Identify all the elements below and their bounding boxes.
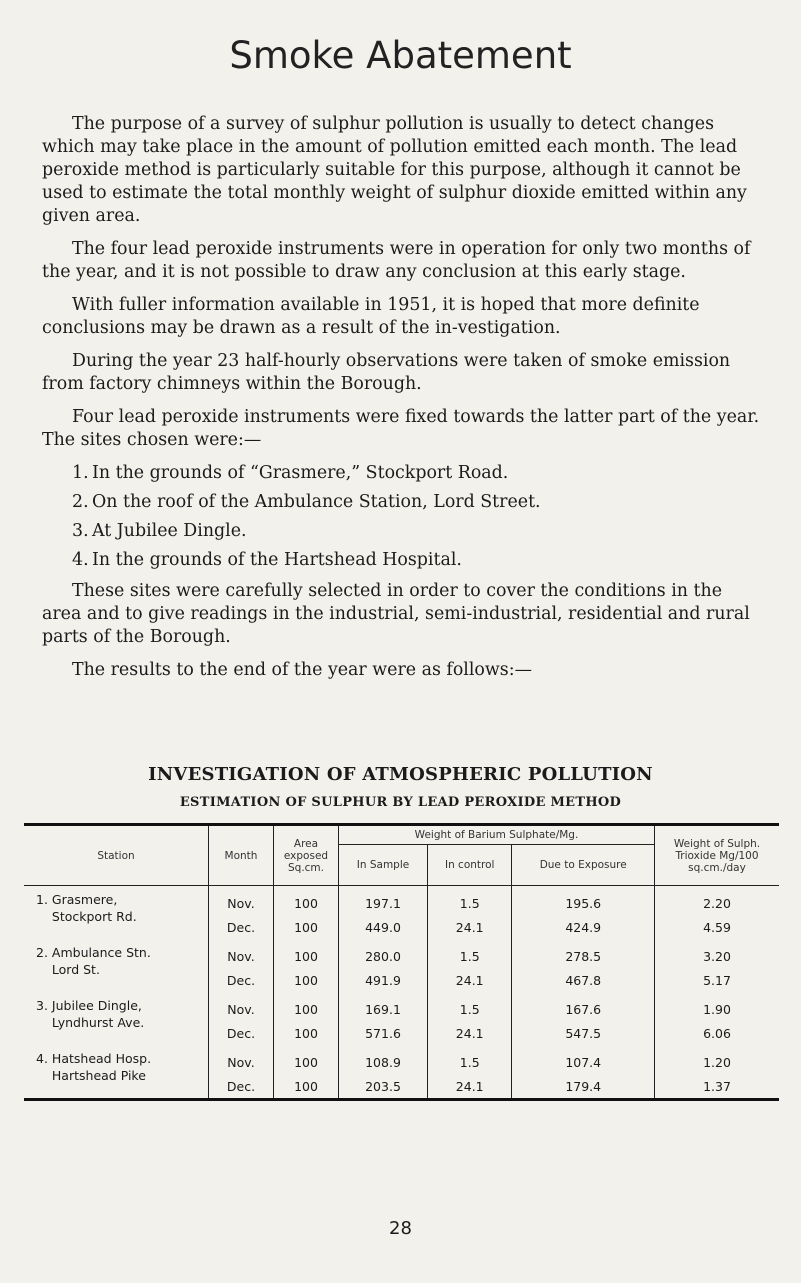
paragraph: During the year 23 half-hourly observations were taken of smoke emission from factory chimneys within the Borough. bbox=[42, 351, 731, 394]
area-cell: 100 bbox=[274, 886, 339, 916]
exposure-cell: 107.4 bbox=[512, 1045, 655, 1074]
paragraph: The results to the end of the year were as follows:— bbox=[72, 660, 532, 680]
sample-cell: 449.0 bbox=[339, 915, 428, 939]
section-subheading: ESTIMATION OF SULPHUR BY LEAD PEROXIDE METHOD bbox=[179, 795, 622, 810]
list-item bbox=[42, 549, 762, 572]
station-cell bbox=[24, 1045, 209, 1100]
sample-cell: 197.1 bbox=[339, 886, 428, 916]
results-table bbox=[24, 823, 779, 1101]
list-number: 4. bbox=[72, 550, 89, 570]
control-cell: 24.1 bbox=[428, 1074, 512, 1100]
table-row bbox=[24, 939, 779, 968]
exposure-cell: 424.9 bbox=[512, 915, 655, 939]
control-cell: 1.5 bbox=[428, 886, 512, 916]
list-number: 2. bbox=[72, 492, 89, 512]
list-item bbox=[42, 520, 762, 543]
station-number: 3. bbox=[36, 998, 48, 1013]
control-cell: 1.5 bbox=[428, 992, 512, 1021]
station-cell bbox=[24, 886, 209, 940]
station-name: Jubilee Dingle, bbox=[51, 998, 142, 1013]
station-number: 4. bbox=[36, 1051, 48, 1066]
control-cell: 24.1 bbox=[428, 1021, 512, 1045]
col-header-month: Month bbox=[209, 825, 274, 886]
paragraph: The four lead peroxide instruments were in operation for only two months of the year, and it is not possible to draw any conclusion at this early stage. bbox=[42, 239, 751, 282]
month-cell: Nov. bbox=[209, 1045, 274, 1074]
page-number: 28 bbox=[389, 1218, 412, 1239]
month-cell: Nov. bbox=[209, 939, 274, 968]
col-header-trioxide: Weight of Sulph. Trioxide Mg/100 sq.cm./day bbox=[655, 825, 780, 886]
list-number: 1. bbox=[72, 463, 89, 483]
station-cell bbox=[24, 992, 209, 1045]
table-row bbox=[24, 1045, 779, 1074]
control-cell: 24.1 bbox=[428, 915, 512, 939]
station-cell bbox=[24, 939, 209, 992]
list-text: On the roof of the Ambulance Station, Lord Street. bbox=[92, 492, 541, 512]
paragraph: With fuller information available in 1951, it is hoped that more definite conclusions may be drawn as a result of the in-vestigation. bbox=[42, 295, 700, 338]
exposure-cell: 278.5 bbox=[512, 939, 655, 968]
area-cell: 100 bbox=[274, 1045, 339, 1074]
trioxide-cell: 6.06 bbox=[655, 1021, 780, 1045]
table-row bbox=[24, 886, 779, 916]
station-name: Hatshead Hosp. bbox=[51, 1051, 152, 1066]
station-name: Ambulance Stn. bbox=[51, 945, 151, 960]
month-cell: Dec. bbox=[209, 1021, 274, 1045]
sample-cell: 169.1 bbox=[339, 992, 428, 1021]
list-text: In the grounds of “Grasmere,” Stockport Road. bbox=[92, 463, 509, 483]
col-header-in-sample: In Sample bbox=[339, 845, 428, 886]
trioxide-cell: 1.90 bbox=[655, 992, 780, 1021]
paragraph: The purpose of a survey of sulphur pollution is usually to detect changes which may take place in the amount of pollution emitted each month. The lead peroxide method is particularly suitable for this purpose, although it cannot be used to estimate the total monthly weight of sulphur dioxide emitted within any given area. bbox=[42, 114, 747, 226]
station-number: 1. bbox=[36, 892, 48, 907]
list-text: In the grounds of the Hartshead Hospital. bbox=[92, 550, 462, 570]
month-cell: Dec. bbox=[209, 915, 274, 939]
control-cell: 1.5 bbox=[428, 1045, 512, 1074]
station-name-line2: Stockport Rd. bbox=[51, 909, 137, 924]
col-header-area: Area exposed Sq.cm. bbox=[274, 825, 339, 886]
col-header-in-control: In control bbox=[428, 845, 512, 886]
sample-cell: 203.5 bbox=[339, 1074, 428, 1100]
exposure-cell: 179.4 bbox=[512, 1074, 655, 1100]
body-text bbox=[42, 113, 762, 692]
station-name-line2: Hartshead Pike bbox=[51, 1068, 146, 1083]
sites-list bbox=[42, 462, 762, 572]
area-cell: 100 bbox=[274, 915, 339, 939]
exposure-cell: 547.5 bbox=[512, 1021, 655, 1045]
col-header-due-to-exposure: Due to Exposure bbox=[512, 845, 655, 886]
list-item bbox=[42, 462, 762, 485]
sample-cell: 571.6 bbox=[339, 1021, 428, 1045]
control-cell: 24.1 bbox=[428, 968, 512, 992]
sample-cell: 108.9 bbox=[339, 1045, 428, 1074]
table-row bbox=[24, 992, 779, 1021]
trioxide-cell: 2.20 bbox=[655, 886, 780, 916]
area-cell: 100 bbox=[274, 1074, 339, 1100]
month-cell: Dec. bbox=[209, 1074, 274, 1100]
area-cell: 100 bbox=[274, 992, 339, 1021]
station-name-line2: Lyndhurst Ave. bbox=[51, 1015, 145, 1030]
station-number: 2. bbox=[36, 945, 48, 960]
col-header-station: Station bbox=[24, 825, 209, 886]
list-text: At Jubilee Dingle. bbox=[92, 521, 247, 541]
exposure-cell: 467.8 bbox=[512, 968, 655, 992]
month-cell: Dec. bbox=[209, 968, 274, 992]
area-cell: 100 bbox=[274, 968, 339, 992]
area-cell: 100 bbox=[274, 939, 339, 968]
list-item bbox=[42, 491, 762, 514]
section-heading: INVESTIGATION OF ATMOSPHERIC POLLUTION bbox=[148, 764, 653, 785]
month-cell: Nov. bbox=[209, 886, 274, 916]
list-number: 3. bbox=[72, 521, 89, 541]
sample-cell: 280.0 bbox=[339, 939, 428, 968]
station-name-line2: Lord St. bbox=[51, 962, 100, 977]
col-header-barium-group: Weight of Barium Sulphate/Mg. bbox=[339, 825, 655, 845]
sample-cell: 491.9 bbox=[339, 968, 428, 992]
trioxide-cell: 1.37 bbox=[655, 1074, 780, 1100]
control-cell: 1.5 bbox=[428, 939, 512, 968]
paragraph: These sites were carefully selected in order to cover the conditions in the area and to give readings in the industrial, semi-industrial, residential and rural parts of the Borough. bbox=[42, 581, 750, 647]
trioxide-cell: 5.17 bbox=[655, 968, 780, 992]
page-title: Smoke Abatement bbox=[229, 34, 572, 77]
exposure-cell: 167.6 bbox=[512, 992, 655, 1021]
exposure-cell: 195.6 bbox=[512, 886, 655, 916]
area-cell: 100 bbox=[274, 1021, 339, 1045]
trioxide-cell: 4.59 bbox=[655, 915, 780, 939]
trioxide-cell: 3.20 bbox=[655, 939, 780, 968]
month-cell: Nov. bbox=[209, 992, 274, 1021]
station-name: Grasmere, bbox=[51, 892, 118, 907]
trioxide-cell: 1.20 bbox=[655, 1045, 780, 1074]
paragraph: Four lead peroxide instruments were fixed towards the latter part of the year. The sites chosen were:— bbox=[42, 407, 760, 450]
